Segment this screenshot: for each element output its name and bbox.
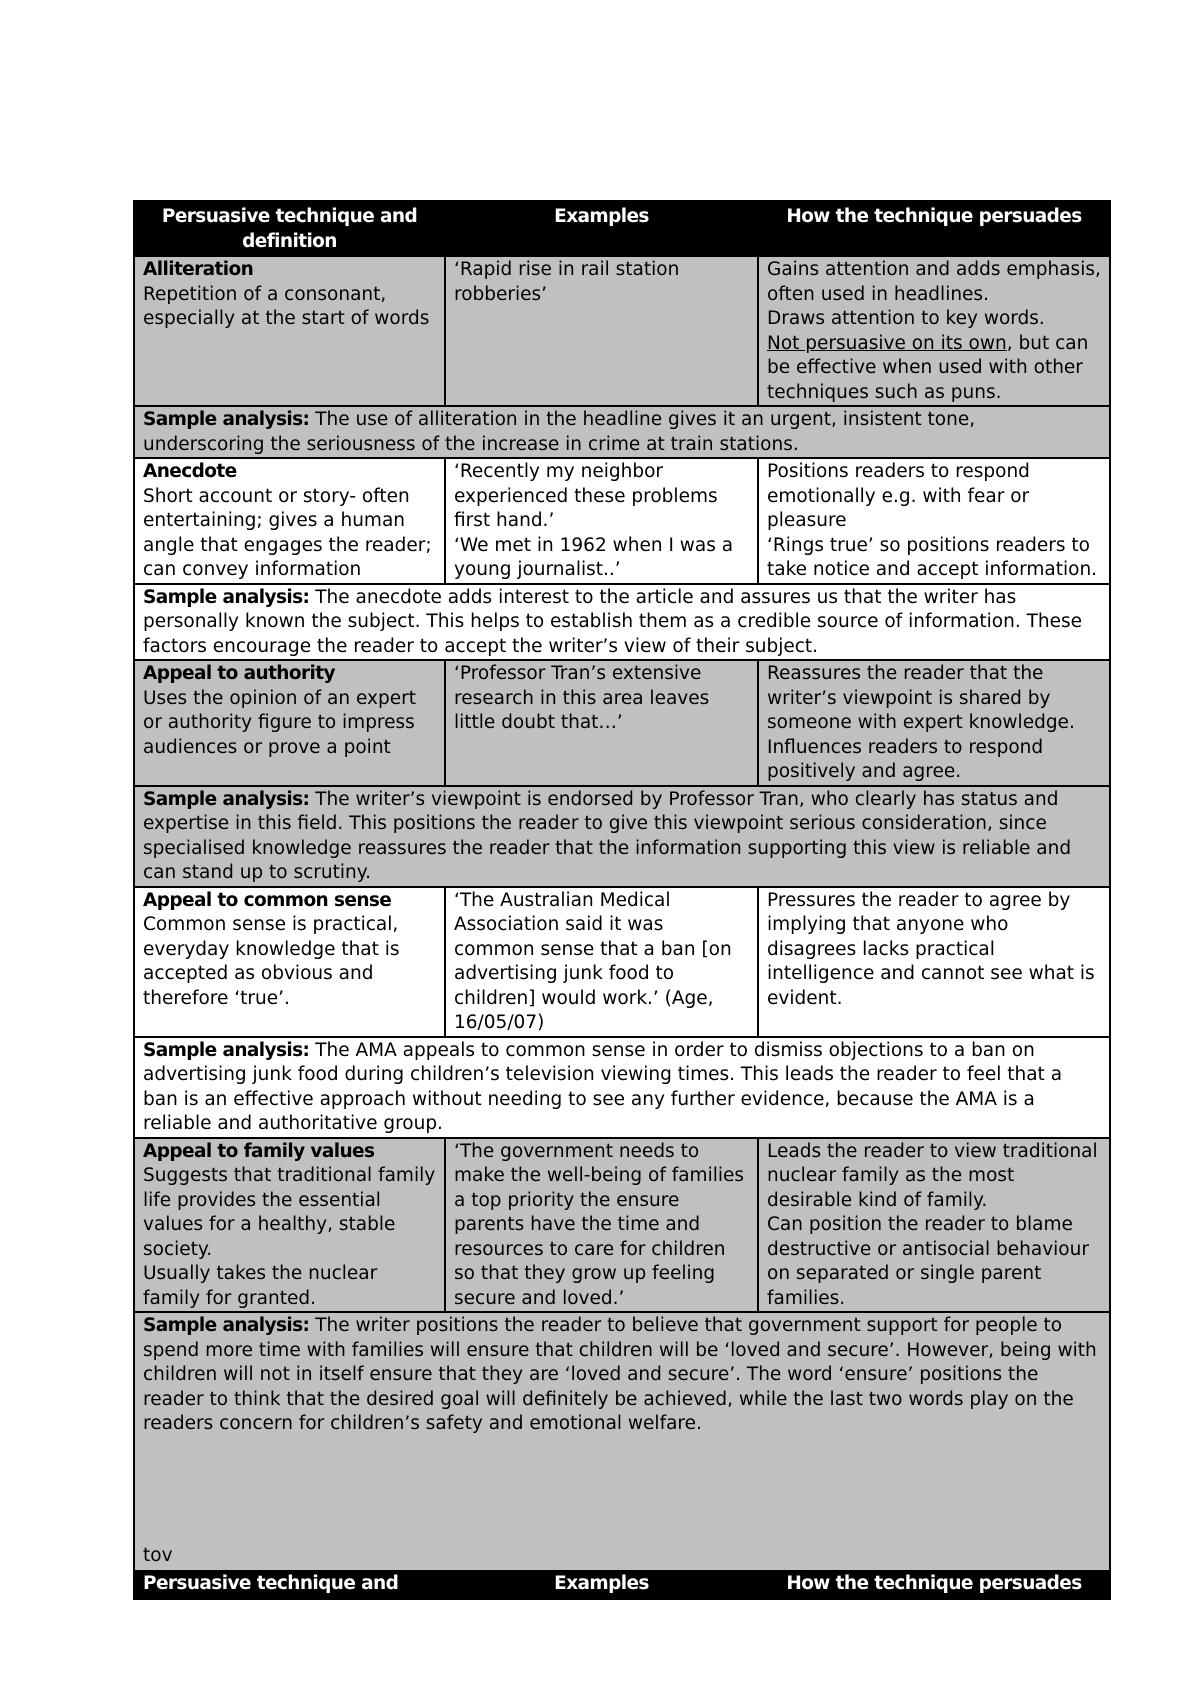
technique-definition: Usually takes the nuclear family for granted.	[143, 1263, 378, 1309]
techniques-table-container	[133, 200, 1109, 1600]
underlined-text: Not persuasive on its own	[767, 332, 1007, 354]
persuades-text: Draws attention to key words.	[767, 308, 1045, 329]
sample-analysis-row	[134, 1312, 1110, 1571]
persuades-text-rest: , but can be effective when used with other techniques such as puns.	[767, 332, 1089, 403]
header-technique: Persuasive technique and	[134, 1571, 445, 1599]
sample-analysis-text: The anecdote adds interest to the article and assures us that the writer has personally known the subject. This helps to establish them as a credible source of information. These factors encourage the reader to accept the writer’s view of their subject.	[143, 586, 1083, 657]
technique-definition: Uses the opinion of an expert or authority figure to impress audiences or prove a point	[143, 687, 416, 758]
table-header-row	[134, 201, 1110, 256]
sample-analysis-label: Sample analysis:	[143, 1039, 310, 1061]
sample-analysis-label: Sample analysis:	[143, 409, 310, 430]
persuades-text: Can position the reader to blame destructive or antisocial behaviour on separated or single parent families.	[767, 1214, 1089, 1309]
header-examples: Examples	[445, 1571, 758, 1599]
header-persuades: How the technique persuades	[758, 201, 1110, 256]
technique-name: Alliteration	[143, 259, 254, 280]
header-examples: Examples	[445, 201, 758, 256]
example-text: ‘Rapid rise in rail station robberies’	[454, 259, 680, 305]
technique-name: Appeal to common sense	[143, 889, 392, 911]
tail-note: tov	[143, 1544, 173, 1566]
persuades-text: Positions readers to respond emotionally e.g. with fear or pleasure	[767, 461, 1030, 531]
technique-name: Anecdote	[143, 461, 237, 482]
technique-row-appeal-to-family-values	[134, 1138, 1110, 1313]
sample-analysis-label: Sample analysis:	[143, 586, 310, 608]
technique-row-appeal-to-authority	[134, 660, 1110, 786]
sample-analysis-cell	[134, 1312, 1110, 1571]
persuades-cell	[758, 256, 1110, 406]
technique-name: Appeal to authority	[143, 663, 335, 684]
sample-analysis-cell	[134, 786, 1110, 887]
examples-cell	[445, 887, 758, 1037]
example-text: ‘The government needs to make the well-being of families a top priority the ensure parents have the time and resources to care for children so that they grow up feeling secure and loved.’	[454, 1140, 745, 1309]
example-text: ‘Recently my neighbor experienced these problems first hand.’	[454, 461, 718, 531]
persuades-text: Pressures the reader to agree by implying that anyone who disagrees lacks practical intelligence and cannot see what is evident.	[767, 889, 1095, 1009]
technique-cell	[134, 256, 445, 406]
example-text: ‘The Australian Medical Association said it was common sense that a ban [on advertising junk food to children] would work.’ (Age, 16/05/07)	[454, 889, 732, 1033]
sample-analysis-row	[134, 786, 1110, 887]
sample-analysis-cell	[134, 406, 1110, 458]
sample-analysis-cell	[134, 584, 1110, 661]
sample-analysis-label: Sample analysis:	[143, 1315, 310, 1336]
persuades-text: Gains attention and adds emphasis, often used in headlines.	[767, 259, 1101, 305]
repeated-header-row	[134, 1571, 1110, 1599]
sample-analysis-text: The AMA appeals to common sense in order to dismiss objections to a ban on advertising junk food during children’s television viewing times. This leads the reader to feel that a ban is an effective approach without needing to see any further evidence, because the AMA is a reliable and authoritative group.	[143, 1039, 1063, 1134]
persuades-cell	[758, 458, 1110, 584]
sample-analysis-text: The use of alliteration in the headline gives it an urgent, insistent tone, underscoring the seriousness of the increase in crime at train stations.	[143, 409, 976, 455]
header-technique: Persuasive technique and definition	[134, 201, 445, 256]
persuades-cell	[758, 1138, 1110, 1313]
technique-cell	[134, 1138, 445, 1313]
sample-analysis-cell	[134, 1037, 1110, 1138]
sample-analysis-row	[134, 1037, 1110, 1138]
technique-row-alliteration	[134, 256, 1110, 406]
persuades-text: Leads the reader to view traditional nuclear family as the most desirable kind of family.	[767, 1140, 1098, 1211]
examples-cell	[445, 458, 758, 584]
technique-definition: Common sense is practical, everyday knowledge that is accepted as obvious and therefore ‘true’.	[143, 914, 400, 1009]
technique-cell	[134, 660, 445, 786]
example-text: ‘Professor Tran’s extensive research in this area leaves little doubt that…’	[454, 663, 710, 733]
sample-analysis-label: Sample analysis:	[143, 788, 310, 810]
persuades-text: Influences readers to respond positively and agree.	[767, 736, 1044, 782]
technique-definition: Short account or story- often entertaining; gives a human angle that engages the reader; can convey information	[143, 485, 432, 580]
sample-analysis-row	[134, 584, 1110, 661]
technique-cell	[134, 458, 445, 584]
example-text: ‘We met in 1962 when I was a young journalist..’	[454, 534, 734, 580]
persuasive-techniques-table	[133, 200, 1111, 1600]
persuades-cell	[758, 660, 1110, 786]
persuades-text: ‘Rings true’ so positions readers to take notice and accept information.	[767, 534, 1098, 580]
sample-analysis-text: The writer’s viewpoint is endorsed by Professor Tran, who clearly has status and expertise in this field. This positions the reader to give this viewpoint serious consideration, since specialised knowledge reassures the reader that the information supporting this view is reliable and can stand up to scrutiny.	[143, 788, 1072, 883]
examples-cell	[445, 660, 758, 786]
examples-cell	[445, 1138, 758, 1313]
persuades-text	[767, 332, 1101, 406]
technique-row-appeal-to-common-sense	[134, 887, 1110, 1037]
persuades-text: Reassures the reader that the writer’s viewpoint is shared by someone with expert knowledge.	[767, 663, 1075, 733]
technique-cell	[134, 887, 445, 1037]
sample-analysis-text: The writer positions the reader to believe that government support for people to spend more time with families will ensure that children will be ‘loved and secure’. However, being with children will not in itself ensure that they are ‘loved and secure’. The word ‘ensure’ positions the reader to think that the desired goal will definitely be achieved, while the last two words play on the readers concern for children’s safety and emotional welfare.	[143, 1315, 1097, 1434]
technique-definition: Repetition of a consonant, especially at the start of words	[143, 283, 430, 329]
persuades-cell	[758, 887, 1110, 1037]
technique-definition: Suggests that traditional family life provides the essential values for a healthy, stable society.	[143, 1165, 436, 1260]
technique-row-anecdote	[134, 458, 1110, 584]
header-persuades: How the technique persuades	[758, 1571, 1110, 1599]
sample-analysis-row	[134, 406, 1110, 458]
technique-name: Appeal to family values	[143, 1140, 375, 1162]
examples-cell	[445, 256, 758, 406]
